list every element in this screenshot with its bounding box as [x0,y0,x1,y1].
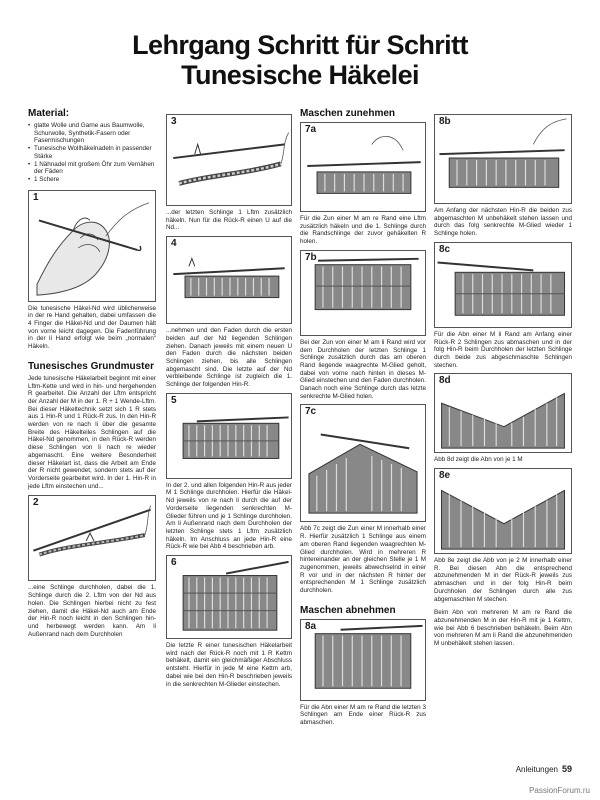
body-grundmuster: Jede tunesische Häkelarbeit beginnt mit einer Lftm-Kette und wird in hin- und hergehenden R gearbeitet. Die Anzahl der Lftm entspricht der Anzahl der M in der 1. R + 1 Wende-Lftm. Bei dieser Häkeltechnik setzt sich 1 R stets aus 1 Hin-R und 1 Rück-R zus. In den Hin-R werden von re nach li über die gesamte Breite des Häkelteiles Schlingen auf die Häkel-Nd genommen, in den Rück-R werden diese Schlingen von li nach re wieder abgemascht. Eine weitere Besonderheit dieser Häkelart ist, dass die Arbeit am Ende der R nicht gewendet, sondern stets auf der Vorderseite gearbeitet wird. In der 1. Hin-R in jede Lftm einstechen und... [28,374,156,490]
figure-7c [300,404,426,522]
figure-8d [434,373,572,453]
figure-label: 8d [439,375,451,387]
stitch-illustration [435,115,571,203]
caption-8d: Abb 8d zeigt die Abn von je 1 M [434,456,523,464]
caption-8f: Beim Abn von mehreren M am re Rand die abzunehmenden M in der Hin-R mit je 1 Kettm, wie bei Abb 6 beschrieben behäkeln. Beim Abn von mehreren M am li Rand die abzunehmenden M unbehäkelt stehen lassen. [434,609,572,648]
stitch-illustration [301,123,425,211]
decrease-illustration [435,469,571,553]
title-line-2: Tunesische Häkelei [181,60,419,90]
caption-7a: Für die Zun einer M am re Rand eine Lftm zusätzlich häkeln und die 1. Schlinge durch die Randschlinge der zuvor gehäkelten R holen. [300,215,426,246]
material-item: • 1 Schere [28,176,156,184]
figure-8a [300,619,426,701]
stitch-illustration [167,115,291,205]
caption-7c: Abb 7c zeigt die Zun einer M innerhalb einer R. Hierfür zusätzlich 1 Schlinge aus einem am oberen Rand liegenden waagrechten M-Glied durchholen. Wird in mehreren R hintereinander an der gleichen Stelle je 1 M zugenommen, jeweils abwechselnd in einer R vor und in der nächsten R hinter der entsprechenden M 1 Schlinge zusätzlich durchholen. [300,525,426,595]
title-line-1: Lehrgang Schritt für Schritt [132,30,468,60]
caption-5: In der 2. und allen folgenden Hin-R aus jeder M 1 Schlinge durchholen. Hierfür die Häkel-Nd jeweils von re nach li durch die auf der Vorderseite liegenden senkrechten M-Glieder führen und je 1 Schlinge durchholen. Am li Außenrand nach dem Durchholen der letzten Schlinge stets 1 Lftm zusätzlich häkeln. Im Anschluss an jede Hin-R eine Rück-R wie bei Abb 4 beschrieben arb. [166,481,292,551]
stitch-illustration [435,243,571,327]
caption-3: ...der letzten Schlinge 1 Lftm zusätzlich häkeln. Nun für die Rück-R einen U auf die Nd... [166,209,292,232]
figure-6 [166,555,292,639]
caption-4: ...nehmen und den Faden durch die ersten beiden auf der Nd liegenden Schlingen ziehen. Danach jeweils mit einem neuen U den Faden durch die nächsten beiden Schlingen ziehen, bis alle Schlingen abgemascht sind. Die letzte auf der Nd verbleibende Schlinge ist zugleich die 1. Schlinge der folgenden Hin-R. [166,327,292,389]
caption-8c: Für die Abn einer M li Rand am Anfang einer Rück-R 2 Schlingen zus abmaschen und in der folg Hin-R beim Durchholen der letzten Schlinge durch beide zus abgeschmaschte Schlingen stechen. [434,330,572,369]
figure-8b [434,114,572,204]
material-list [28,122,156,184]
figure-7a [300,122,426,212]
figure-label: 1 [33,191,39,203]
figure-4 [166,236,292,324]
figure-label: 7a [305,124,317,135]
stitch-illustration [301,251,425,335]
caption-7b: Bei der Zun von einer M am li Rand wird vor dem Durchholen der letzten Schlinge 1 Schlinge zusätzlich durch das am oberen Rand liegende waagrechte M-Glied geholt, dabei von vorne nach hinten in dieses M-Glied einstechen und den Faden durchholen. Danach noch eine Schlinge durch das letzte senkrechte M-Glied holen. [300,338,426,400]
footer-section: Anleitungen [515,765,558,774]
figure-label: 3 [171,116,177,127]
material-item: • 1 Nähnadel mit großem Öhr zum Vernähen der Fäden [28,161,156,176]
figure-label: 8a [305,620,317,632]
page-number: 59 [561,764,572,774]
caption-1: Die tunesische Häkel-Nd wird üblicherweise in der re Hand gehalten, dabei umfassen die 4 Finger die Häkel-Nd und der Daumen hält von vorne leicht dagegen. Die Fadenführung in der li Hand erfolgt wie beim „normalen“ Häkeln. [28,304,156,351]
figure-label: 7b [305,251,317,263]
figure-label: 4 [171,238,177,250]
figure-label: 2 [33,497,39,509]
caption-8e: Abb 8e zeigt die Abb von je 2 M innerhalb einer R. Bei diesen Abn die entsprechend abzunehmenden M in der Rück-R jeweils zus abmaschen und in der folg Hin-R beim Durchholen der Schlingen durch alle zus abgemaschten M stechen. [434,557,572,603]
chain-illustration [29,496,155,580]
figure-label: 8e [439,470,451,482]
hand-illustration [29,191,155,301]
figure-8c [434,242,572,328]
figure-1-hand-holding-needle [28,190,156,302]
section-heading-abnehmen: Maschen abnehmen [300,604,396,616]
figure-8e [434,468,572,554]
column-1 [28,108,156,638]
caption-6: Die letzte R einer tunesischen Häkelarbeit wird nach der Rück-R noch mit 1 R Kettm behäkelt, damit ein gleichmäßiger Abschluss entsteht. Hierfür in jede M eine Kettm arb, dabei wie bei den Hin-R beschrieben jeweils in die senkrechten M-Glieder einstechen. [166,642,292,688]
increase-illustration [301,405,425,521]
column-3 [300,108,426,727]
figure-7b [300,250,426,336]
page-footer [516,764,572,774]
figure-label: 8b [439,116,451,127]
material-item: • Tunesische Wollhäkelnadeln in passender Stärke [28,145,156,160]
section-heading-zunehmen: Maschen zunehmen [300,108,396,119]
material-item: • glatte Wolle und Garne aus Baumwolle, Schurwolle, Synthetik-Fasern oder Fasermischungen [28,122,156,145]
figure-label: 7c [305,406,317,418]
watermark: PassionForum.ru [529,786,590,795]
stitch-illustration [167,237,291,323]
decrease-illustration [435,374,571,452]
figure-3 [166,114,292,206]
material-heading: Material: [28,108,70,119]
figure-label: 5 [171,394,177,406]
figure-label: 8c [439,243,451,255]
section-heading-grundmuster: Tunesisches Grundmuster [28,360,154,372]
page-title [0,30,600,90]
figure-2-first-row [28,495,156,581]
stitch-illustration [301,620,425,700]
column-4 [434,108,572,648]
stitch-illustration [167,394,291,478]
caption-8a: Für die Abn einer M am re Rand die letzten 3 Schlingen am Ende einer Rück-R zus abmaschen. [300,703,426,727]
column-2 [166,108,292,688]
figure-label: 6 [171,557,177,569]
stitch-illustration [167,556,291,638]
caption-2: ...eine Schlinge durchholen, dabei die 1. Schlinge durch die 2. Lftm von der Nd aus holen. Die Schlingen hierbei nicht zu fest ziehen, damit die Häkel-Nd auch am Ende der Hin-R noch leicht in den Schlingen hin- und herbewegt werden kann. Am li Außenrand nach dem Durchholen [28,584,156,638]
figure-5 [166,393,292,479]
caption-8b: Am Anfang der nächsten Hin-R die beiden zus abgemaschten M unbehäkelt stehen lassen und durch das folg senkrechte M-Glied wieder 1 Schlinge holen. [434,207,572,238]
